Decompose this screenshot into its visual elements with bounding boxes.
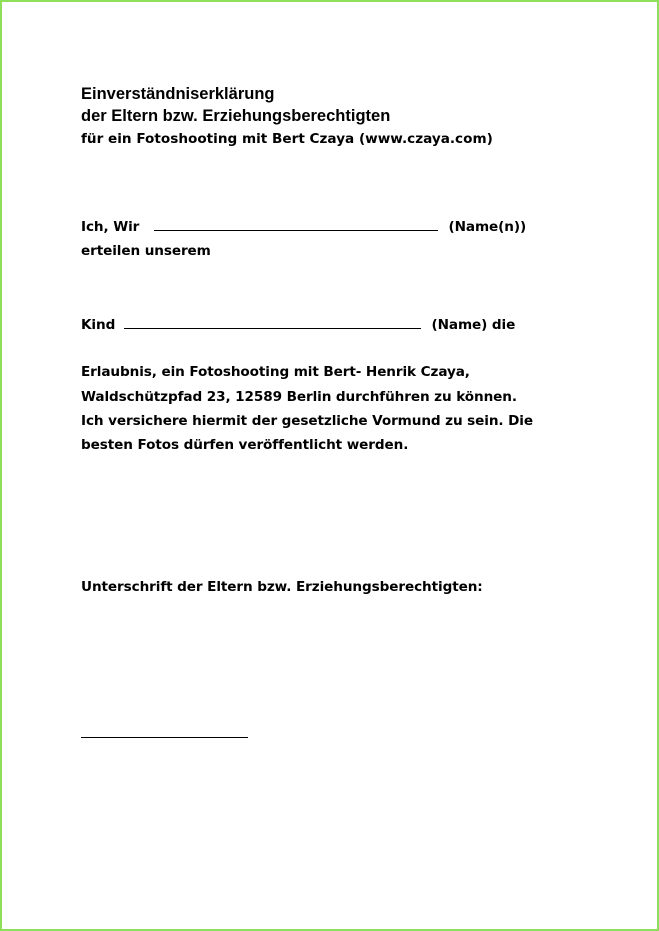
document-subtitle: für ein Fotoshooting mit Bert Czaya (www.czaya.com) [81, 131, 493, 147]
parents-name-blank [154, 215, 438, 231]
signature-line [81, 737, 248, 738]
parents-prefix: Ich, Wir [81, 219, 140, 235]
document-title-line-2: der Eltern bzw. Erziehungsberechtigten [81, 107, 391, 125]
child-prefix: Kind [81, 317, 116, 333]
child-suffix: (Name) die [431, 317, 516, 333]
parents-suffix: (Name(n)) [448, 219, 527, 235]
consent-line: Waldschützpfad 23, 12589 Berlin durchführen zu können. [81, 389, 517, 405]
child-name-line [81, 313, 515, 336]
consent-line: besten Fotos dürfen veröffentlicht werden. [81, 437, 409, 453]
parents-line-2: erteilen unserem [81, 243, 211, 259]
parents-name-line [81, 215, 526, 238]
consent-line: Erlaubnis, ein Fotoshooting mit Bert- Henrik Czaya, [81, 364, 470, 380]
signature-label: Unterschrift der Eltern bzw. Erziehungsberechtigten: [81, 579, 483, 595]
consent-line: Ich versichere hiermit der gesetzliche Vormund zu sein. Die [81, 413, 533, 429]
document-title-line-1: Einverständniserklärung [81, 85, 275, 103]
child-name-blank [124, 313, 421, 329]
